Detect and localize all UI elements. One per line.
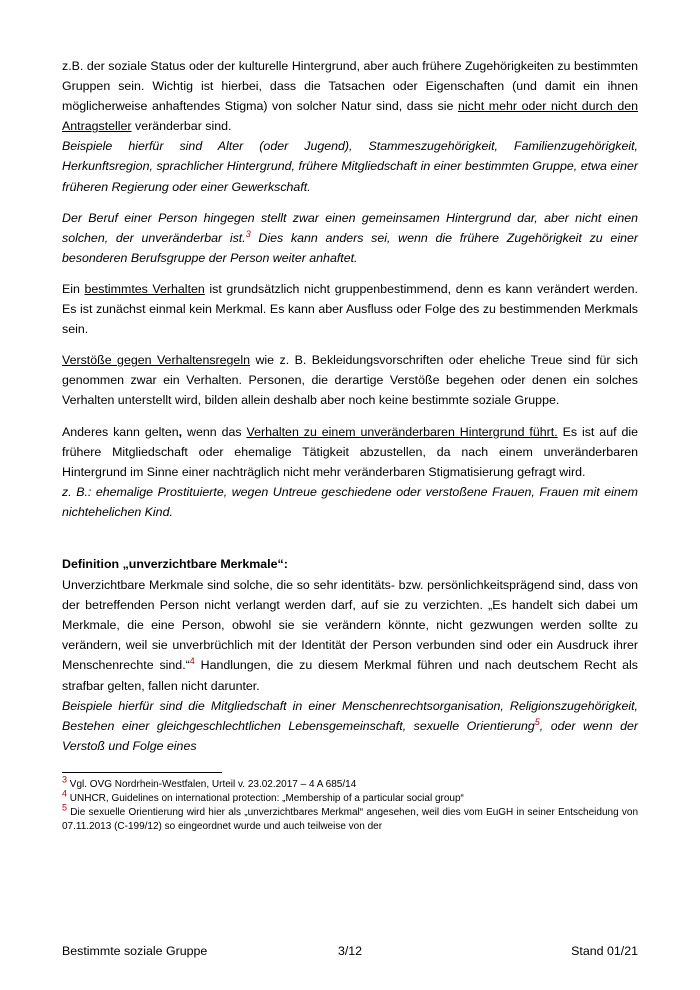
paragraph-3: Der Beruf einer Person hingegen stellt zwar einen gemeinsamen Hintergrund dar, aber nicht einen solchen, der unveränderbar ist.$^3$ Dies kann anders sei, wenn die frühere Zugehörigkeit zu einer besonderen Berufsgruppe der Person weiter anhaftet.	[62, 210, 638, 265]
footnotes-block	[62, 774, 638, 835]
footnote-3-text: Vgl. OVG Nordrhein-Westfalen, Urteil v. 23.02.2017 – 4 A 685/14	[69, 778, 357, 790]
footer-right: Stand 01/21	[571, 944, 638, 958]
paragraph-4-underlined: bestimmtes Verhalten	[84, 281, 205, 296]
paragraph-7: z. B.: ehemalige Prostituierte, wegen Untreue geschiedene oder verstoßene Frauen, Frauen mit einem nichtehelichen Kind.	[62, 484, 638, 519]
page-footer	[62, 944, 638, 958]
footer-left: Bestimmte soziale Gruppe	[62, 944, 208, 958]
footnote-marker-5[interactable]: 5	[534, 716, 540, 727]
footnote-5-text: Die sexuelle Orientierung wird hier als „unverzichtbares Merkmal“ angesehen, weil dies vom EuGH in seiner Entscheidung von 07.11.2013 (C-199/12) so eingeordnet wurde und auch teilweise von der	[62, 807, 638, 833]
paragraph-4: Ein bestimmtes Verhalten ist grundsätzlich nicht gruppenbestimmend, denn es kann verändert werden. Es ist zunächst einmal kein Merkmal. Es kann aber Ausfluss oder Folge des zu bestimmenden Merkmals sein.	[62, 281, 638, 337]
footnote-5-number: 5	[62, 802, 68, 813]
paragraph-1: z.B. der soziale Status oder der kulturelle Hintergrund, aber auch frühere Zugehörigkeiten zu bestimmten Gruppen sein. Wichtig ist hierbei, dass die Tatsachen oder Eigenschaften (und damit ein ihnen möglicherweise anhaftendes Stigma) von solcher Natur sind, dass sie nicht mehr oder nicht durch den Antragsteller veränderbar sind.	[62, 59, 638, 134]
paragraph-2: Beispiele hierfür sind Alter (oder Jugend), Stammeszugehörigkeit, Familienzugehörigkeit, Herkunftsregion, sprachlicher Hintergrund, frühere Mitgliedschaft in einer bestimmten Gruppe, etwa einer früheren Regierung oder einer Gewerkschaft.	[62, 139, 638, 194]
footnote-4	[62, 788, 638, 806]
footnote-3-number: 3	[62, 774, 68, 785]
footnote-5	[62, 802, 638, 834]
footnote-4-number: 4	[62, 788, 68, 799]
footnote-separator	[62, 772, 222, 773]
paragraph-5: Verstöße gegen Verhaltensregeln wie z. B. Bekleidungsvorschriften oder eheliche Treue sind für sich genommen zwar ein Verhalten. Personen, die derartige Verstöße begehen oder denen ein solches Verhalten unterstellt wird, bilden allein deshalb aber noch keine bestimmte soziale Gruppe.	[62, 353, 638, 408]
definition-heading: Definition „unverzichtbare Merkmale“:	[62, 556, 288, 571]
paragraph-6-underlined: Verhalten zu einem unveränderbaren Hintergrund führt.	[246, 424, 558, 439]
paragraph-5-underlined: Verstöße gegen Verhaltensregeln	[62, 353, 250, 368]
footnote-marker-4[interactable]: 4	[189, 656, 195, 667]
footnote-4-text: UNHCR, Guidelines on international protection: „Membership of a particular social group“	[69, 793, 464, 805]
paragraph-6: Anderes kann gelten, wenn das Verhalten zu einem unveränderbaren Hintergrund führt. Es ist auf die frühere Mitgliedschaft oder ehemalige Tätigkeit abzustellen, da nach einem unveränderbaren Hintergrund im Sinne einer nachträglich nicht mehr veränderbaren Stigmatisierung gefragt wird.	[62, 424, 638, 479]
document-body	[62, 56, 638, 756]
footnote-3	[62, 774, 638, 792]
footer-page-number: 3/12	[337, 944, 363, 958]
paragraph-8: Unverzichtbare Merkmale sind solche, die so sehr identitäts- bzw. persönlichkeitsprägend sind, dass von der betreffenden Person nicht verlangt werden darf, auf sie zu verzichten. „Es handelt sich dabei um Merkmale, die eine Person, obwohl sie sie verändern könnte, nicht gezwungen werden sollte zu verändern, weil sie unverbrüchlich mit der Identität der Person verbunden sind oder ein Ausdruck ihrer Menschenrechte sind.“$^4$ Handlungen, die zu diesem Merkmal führen und nach deutschem Recht als strafbar gelten, fallen nicht darunter.	[62, 578, 638, 693]
paragraph-1-underlined: nicht mehr oder nicht durch den Antragsteller	[62, 99, 638, 134]
footnote-marker-3[interactable]: 3	[245, 228, 251, 239]
paragraph-9: Beispiele hierfür sind die Mitgliedschaft in einer Menschenrechtsorganisation, Religionszugehörigkeit, Bestehen einer gleichgeschlechtlichen Lebensgemeinschaft, sexuelle Orientierung$^5$, oder wenn der Verstoß und Folge eines	[62, 698, 638, 753]
